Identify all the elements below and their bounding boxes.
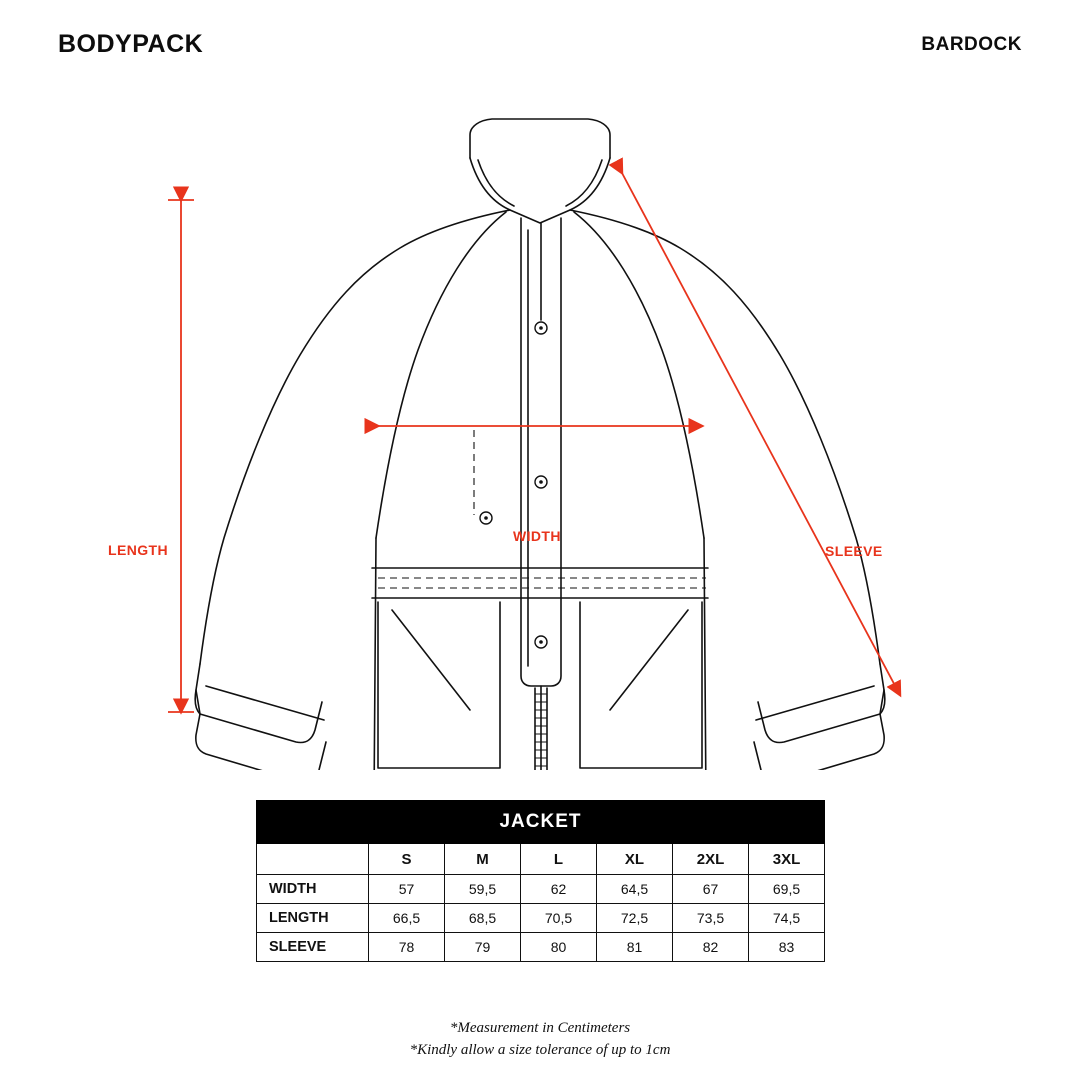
jacket-outline bbox=[195, 119, 885, 770]
cell-width-xl: 64,5 bbox=[597, 875, 673, 904]
cell-length-2xl: 73,5 bbox=[673, 904, 749, 933]
footnotes bbox=[0, 1018, 1080, 1062]
table-title-row bbox=[257, 801, 825, 844]
measurement-arrows bbox=[168, 173, 900, 712]
cell-sleeve-3xl: 83 bbox=[749, 933, 825, 962]
table-row bbox=[257, 875, 825, 904]
snap-buttons bbox=[480, 322, 547, 648]
length-dimension-label: LENGTH bbox=[108, 542, 168, 558]
sleeve-dimension-label: SLEEVE bbox=[825, 543, 883, 559]
width-dimension-label: WIDTH bbox=[513, 528, 561, 544]
cell-length-s: 66,5 bbox=[369, 904, 445, 933]
cell-sleeve-s: 78 bbox=[369, 933, 445, 962]
size-header-3xl: 3XL bbox=[749, 844, 825, 875]
footnote-tolerance: *Kindly allow a size tolerance of up to 1cm bbox=[409, 1041, 671, 1058]
cell-width-s: 57 bbox=[369, 875, 445, 904]
table-row bbox=[257, 933, 825, 962]
jacket-drawing-svg bbox=[0, 90, 1080, 770]
product-name: BARDOCK bbox=[921, 34, 1022, 55]
size-header-xl: XL bbox=[597, 844, 673, 875]
brand-logo: BODYPACK bbox=[58, 30, 204, 58]
row-label-sleeve: SLEEVE bbox=[257, 933, 369, 962]
cell-sleeve-xl: 81 bbox=[597, 933, 673, 962]
cell-width-m: 59,5 bbox=[445, 875, 521, 904]
cell-length-3xl: 74,5 bbox=[749, 904, 825, 933]
table-row bbox=[257, 904, 825, 933]
cell-sleeve-m: 79 bbox=[445, 933, 521, 962]
cell-length-xl: 72,5 bbox=[597, 904, 673, 933]
size-header-2xl: 2XL bbox=[673, 844, 749, 875]
footnote-measurement-unit: *Measurement in Centimeters bbox=[449, 1020, 631, 1036]
jacket-diagram bbox=[0, 90, 1080, 770]
cell-sleeve-l: 80 bbox=[521, 933, 597, 962]
size-header-m: M bbox=[445, 844, 521, 875]
size-header-s: S bbox=[369, 844, 445, 875]
table-header-row bbox=[257, 844, 825, 875]
table-corner-cell bbox=[257, 844, 369, 875]
cell-width-3xl: 69,5 bbox=[749, 875, 825, 904]
row-label-length: LENGTH bbox=[257, 904, 369, 933]
cell-length-l: 70,5 bbox=[521, 904, 597, 933]
cell-sleeve-2xl: 82 bbox=[673, 933, 749, 962]
cell-length-m: 68,5 bbox=[445, 904, 521, 933]
size-chart-table bbox=[256, 800, 825, 962]
cell-width-2xl: 67 bbox=[673, 875, 749, 904]
row-label-width: WIDTH bbox=[257, 875, 369, 904]
size-header-l: L bbox=[521, 844, 597, 875]
cell-width-l: 62 bbox=[521, 875, 597, 904]
table-title: JACKET bbox=[257, 801, 825, 844]
